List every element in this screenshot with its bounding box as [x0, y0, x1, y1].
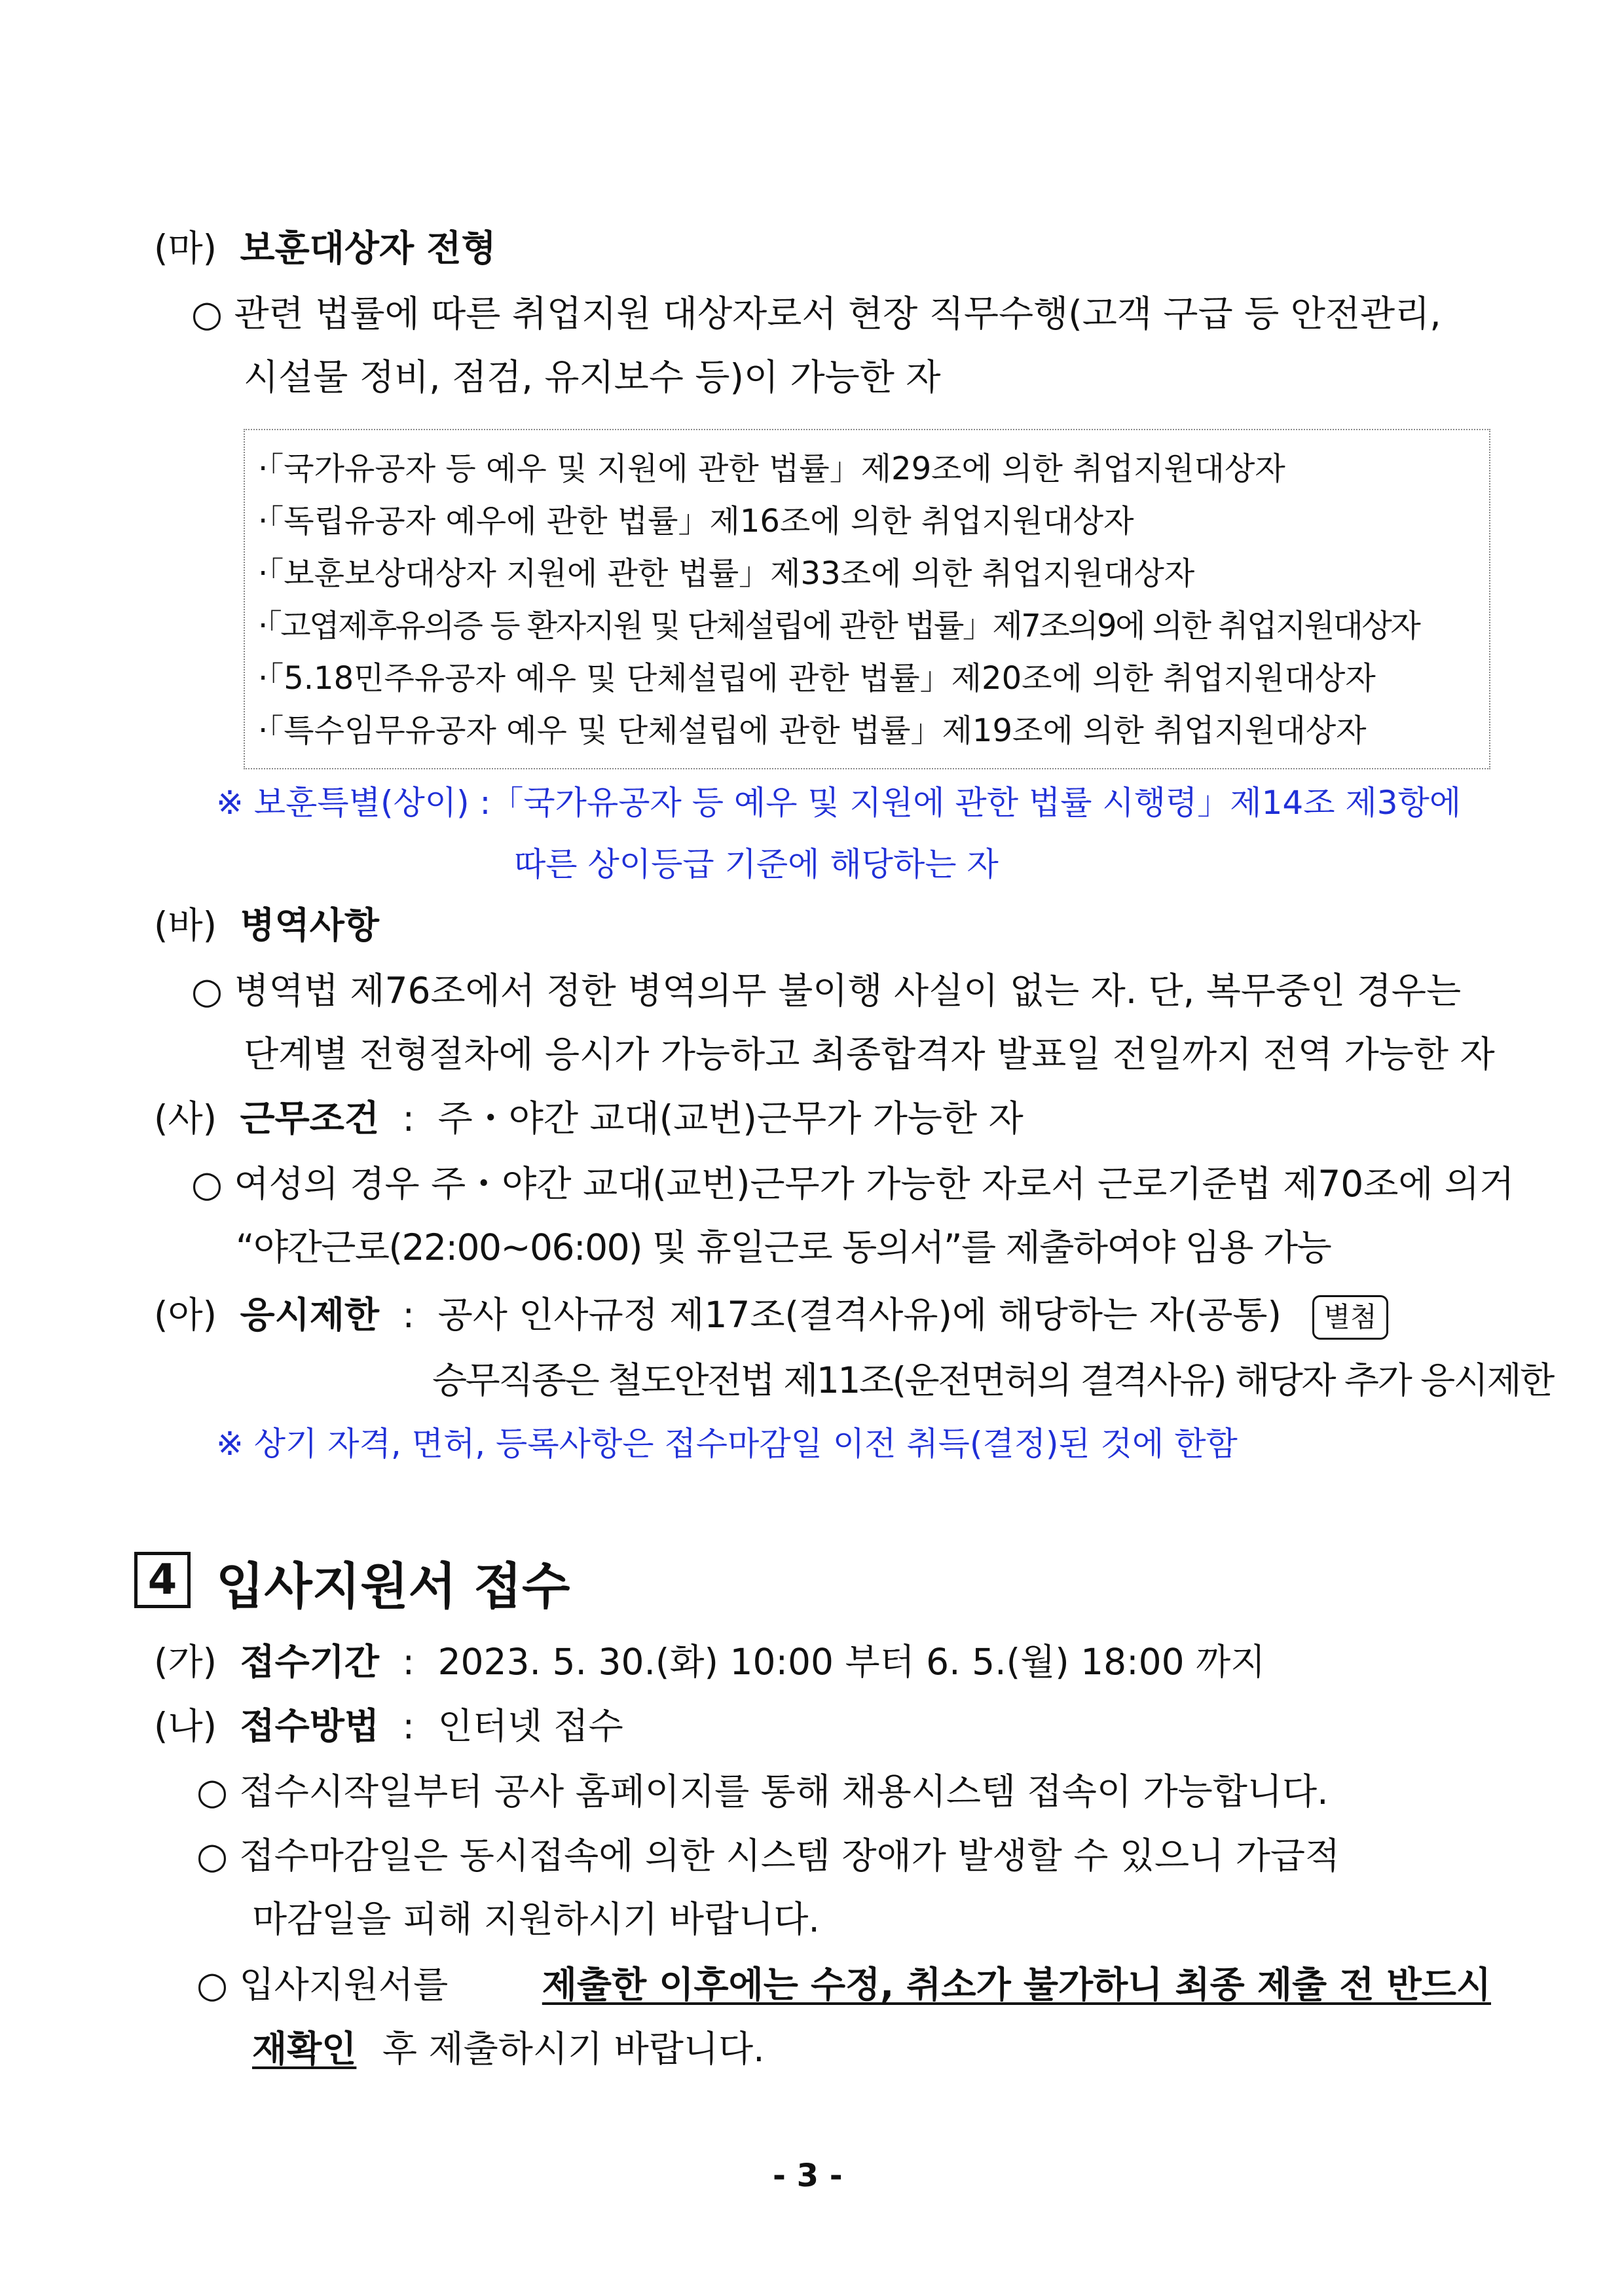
ma-note-line2: 따른 상이등급 기준에 해당하는 자	[514, 845, 999, 883]
na-bullet-2-line2: 마감일을 피해 지원하시기 바랍니다.	[252, 1898, 820, 1940]
sa-bullet-line2: “야간근로(22:00~06:00) 및 휴일근로 동의서”를 제출하여야 임용 가능	[236, 1226, 1331, 1268]
colon: :	[402, 1641, 415, 1683]
ma-bullet-line2: 시설물 정비, 점검, 유지보수 등)이 가능한 자	[244, 356, 941, 398]
section-number-box: 4	[134, 1552, 191, 1608]
law-list-item: ·「특수임무유공자 예우 및 단체설립에 관한 법률」제19조에 의한 취업지원대상자	[258, 712, 1367, 749]
section-desc: 인터넷 접수	[437, 1705, 623, 1747]
section-title: 병역사항	[240, 904, 380, 946]
section-desc: 주・야간 교대(교번)근무가 가능한 자	[437, 1097, 1024, 1139]
section-marker: (아)	[154, 1294, 217, 1336]
section-title: 응시제한	[240, 1294, 380, 1336]
attachment-tag: 별첨	[1312, 1295, 1388, 1340]
section-na-heading	[154, 1704, 623, 1748]
law-list-item: ·「5.18민주유공자 예우 및 단체설립에 관한 법률」제20조에 의한 취업지원대상자	[258, 660, 1376, 697]
section-marker: (가)	[154, 1641, 217, 1683]
colon: :	[402, 1705, 415, 1747]
ba-bullet-line2: 단계별 전형절차에 응시가 가능하고 최종합격자 발표일 전일까지 전역 가능한 자	[244, 1033, 1495, 1075]
section-marker: (마)	[154, 227, 217, 269]
na-bullet-3-line1	[196, 1963, 1491, 2006]
emphasis-text: 재확인	[252, 2028, 357, 2070]
section-title: 접수방법	[240, 1705, 380, 1747]
section-desc: 공사 인사규정 제17조(결격사유)에 해당하는 자(공통)	[437, 1294, 1282, 1336]
law-list-item: ·「고엽제후유의증 등 환자지원 및 단체설립에 관한 법률」제7조의9에 의한 취업지원대상자	[258, 608, 1420, 644]
page-number: - 3 -	[773, 2157, 843, 2194]
section-ga-heading	[154, 1640, 1265, 1683]
na-bullet-3-line2	[252, 2027, 765, 2070]
colon: :	[402, 1294, 415, 1336]
section-sa-heading	[154, 1097, 1024, 1140]
emphasis-text: 제출한 이후에는 수정, 취소가 불가하니 최종 제출 전 반드시	[542, 1964, 1491, 2006]
ma-bullet-line1: ○ 관련 법률에 따른 취업지원 대상자로서 현장 직무수행(고객 구급 등 안전관리,	[191, 293, 1441, 335]
colon: :	[402, 1097, 415, 1139]
section-desc: 2023. 5. 30.(화) 10:00 부터 6. 5.(월) 18:00 까지	[437, 1641, 1266, 1683]
section-heading: 입사지원서 접수	[216, 1557, 570, 1615]
section-title: 접수기간	[240, 1641, 380, 1683]
law-list-item: ·「국가유공자 등 예우 및 지원에 관한 법률」제29조에 의한 취업지원대상자	[258, 450, 1285, 487]
section-title: 근무조건	[240, 1097, 380, 1139]
law-list-item: ·「보훈보상대상자 지원에 관한 법률」제33조에 의한 취업지원대상자	[258, 555, 1195, 592]
ma-note-line1: ※ 보훈특별(상이) :「국가유공자 등 예우 및 지원에 관한 법률 시행령」제14조 제3항에	[216, 784, 1462, 822]
section-marker: (사)	[154, 1097, 217, 1139]
bullet-text: 후 제출하시기 바랍니다.	[382, 2028, 765, 2070]
law-list-item: ·「독립유공자 예우에 관한 법률」제16조에 의한 취업지원대상자	[258, 503, 1134, 540]
law-list-box	[244, 429, 1490, 769]
sa-bullet-line1: ○ 여성의 경우 주・야간 교대(교번)근무가 가능한 자로서 근로기준법 제70조에 의거	[191, 1163, 1515, 1205]
section-marker: (바)	[154, 904, 217, 946]
a-desc-line2: 승무직종은 철도안전법 제11조(운전면허의 결격사유) 해당자 추가 응시제한	[432, 1359, 1553, 1401]
ba-bullet-line1: ○ 병역법 제76조에서 정한 병역의무 불이행 사실이 없는 자. 단, 복무중인 경우는	[191, 970, 1462, 1012]
section-a-heading	[154, 1293, 1388, 1340]
na-bullet-2-line1: ○ 접수마감일은 동시접속에 의한 시스템 장애가 발생할 수 있으니 가급적	[196, 1835, 1340, 1877]
a-note: ※ 상기 자격, 면허, 등록사항은 접수마감일 이전 취득(결정)된 것에 한함	[216, 1425, 1238, 1463]
section-title: 보훈대상자 전형	[240, 227, 496, 269]
bullet-text: ○ 입사지원서를	[196, 1964, 449, 2006]
section-marker: (나)	[154, 1705, 217, 1747]
na-bullet-1: ○ 접수시작일부터 공사 홈페이지를 통해 채용시스템 접속이 가능합니다.	[196, 1771, 1329, 1812]
section-ma-heading	[154, 227, 496, 270]
section-ba-heading	[154, 904, 379, 947]
